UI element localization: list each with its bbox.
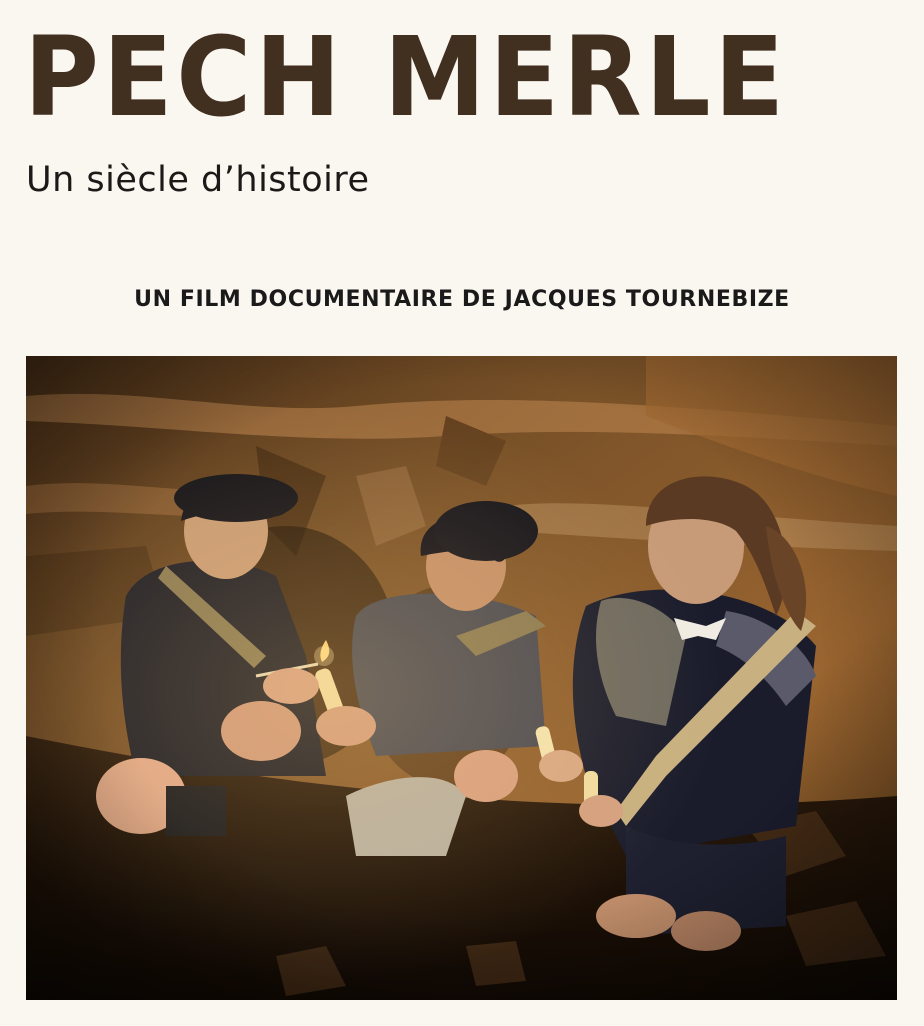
cave-photo — [26, 356, 897, 1000]
film-credit: UN FILM DOCUMENTAIRE DE JACQUES TOURNEBIZE — [134, 287, 790, 312]
poster-title: PECH MERLE — [24, 13, 788, 141]
poster-subtitle: Un siècle d’histoire — [26, 160, 370, 200]
